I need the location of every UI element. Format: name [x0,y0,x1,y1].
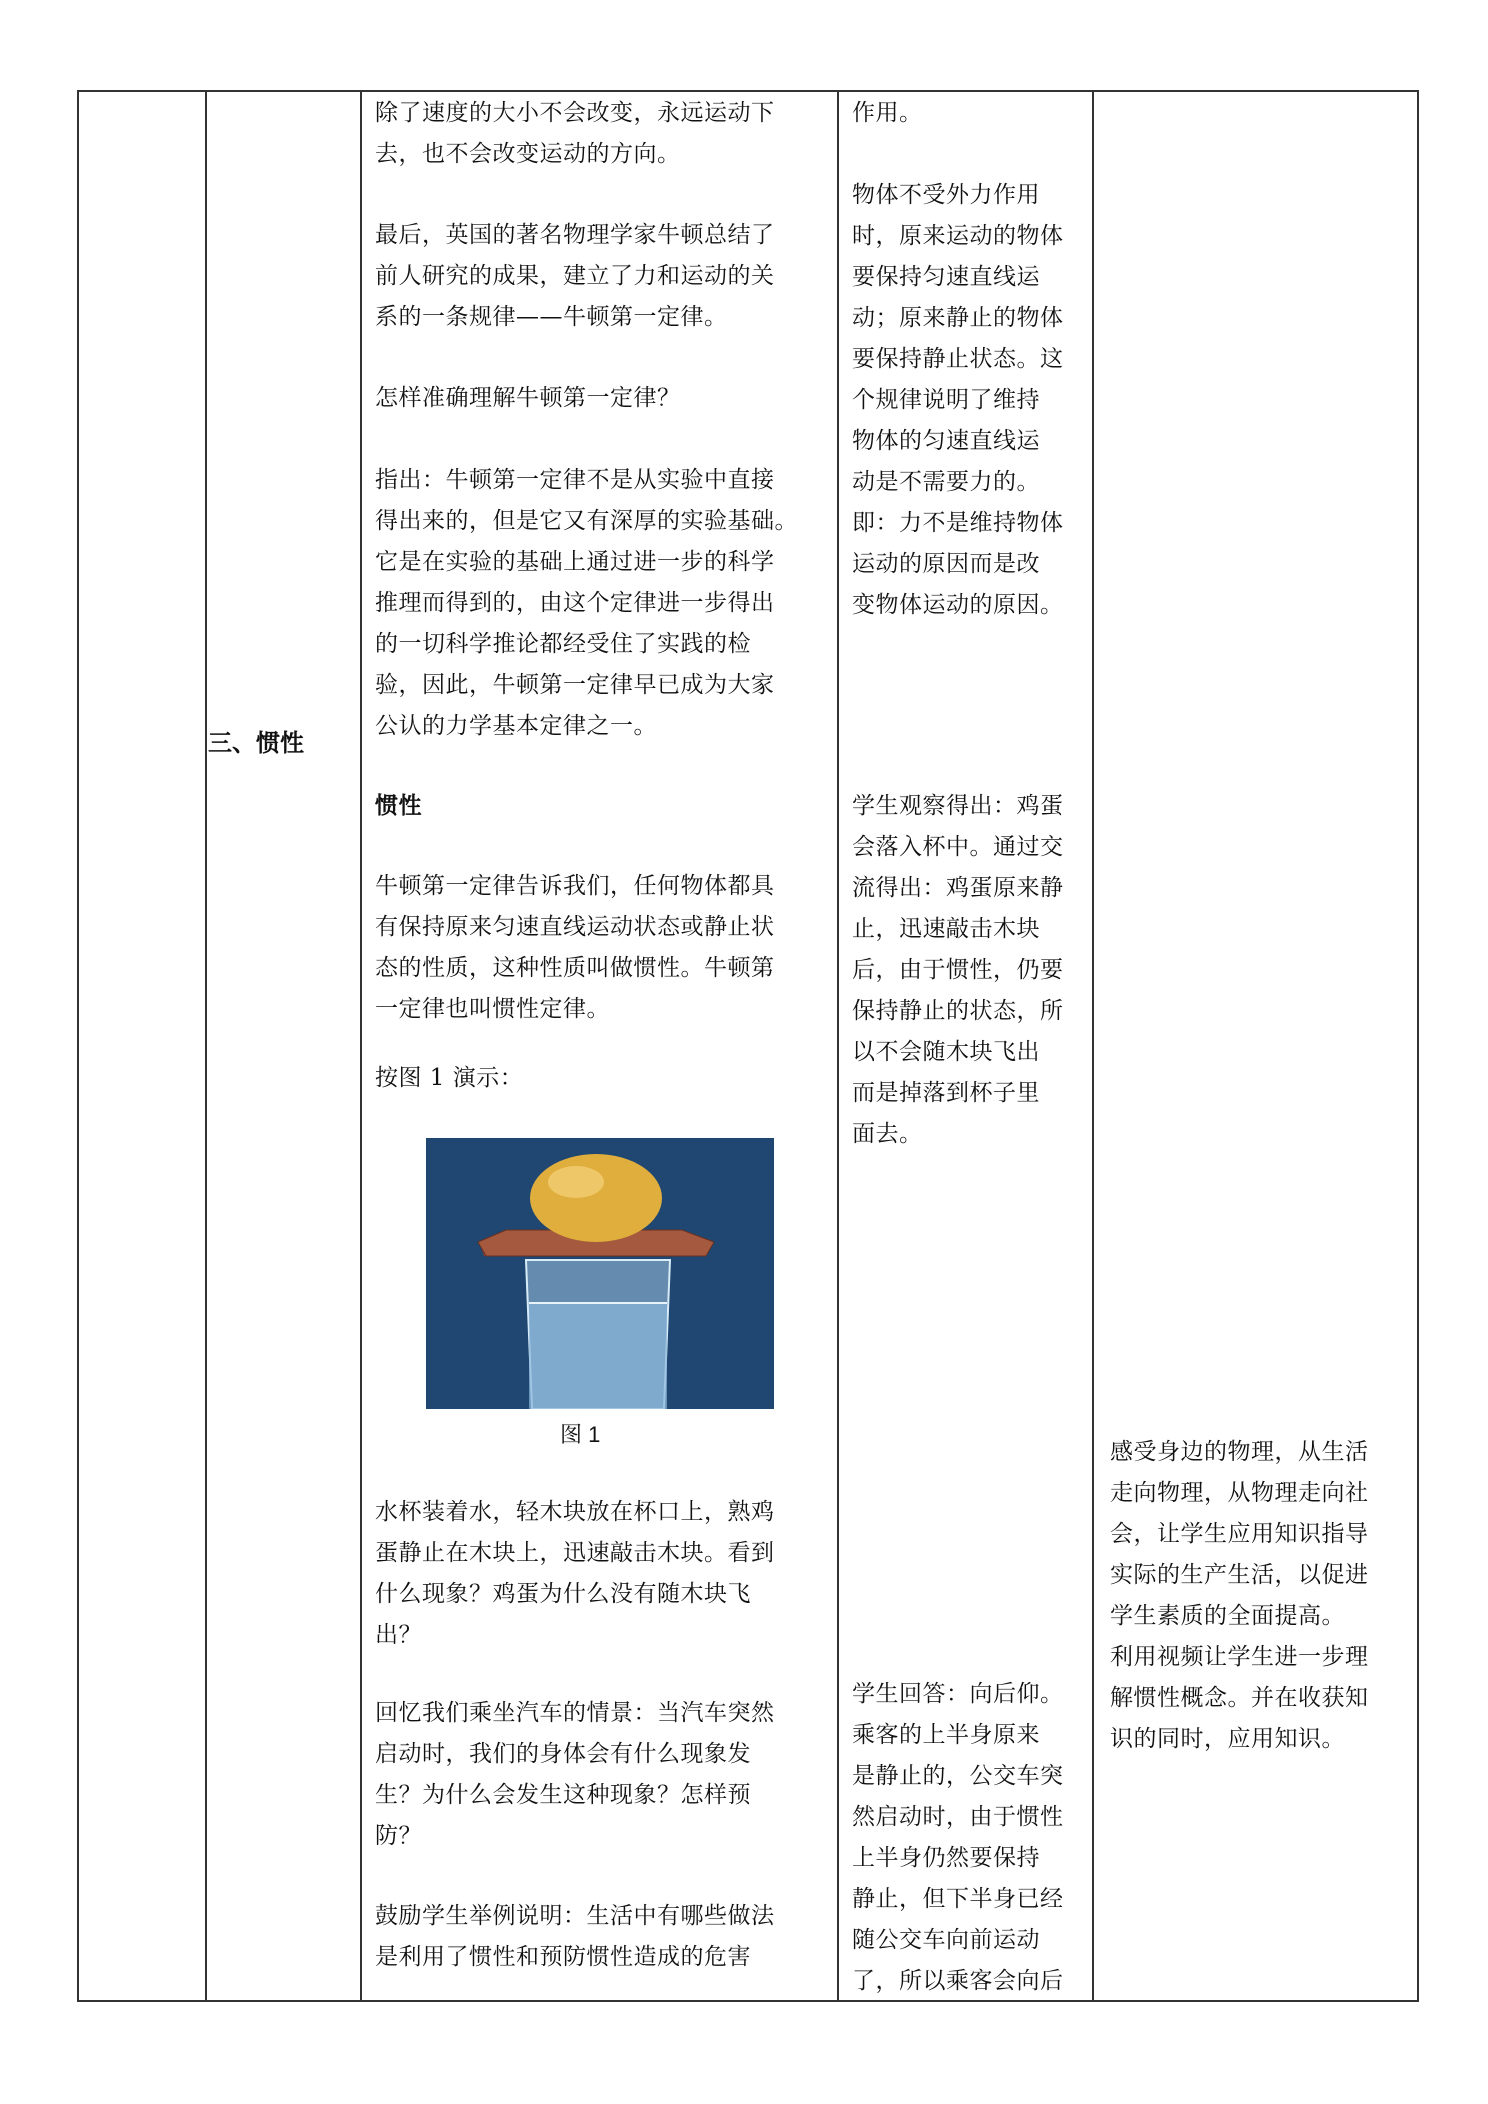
section-title: 三、惯性 [208,729,304,757]
intent-paragraph: 感受身边的物理，从生活 走向物理，从物理走向社 会，让学生应用知识指导 实际的生产生活，以促进 学生素质的全面提高。 利用视频让学生进一步理 解惯性概念。并在收获知 识的同时，应用知识。 [1110,1439,1369,1752]
student-paragraph: 物体不受外力作用 时，原来运动的物体 要保持匀速直线运 动；原来静止的物体 要保持静止状态。这 个规律说明了维持 物体的匀速直线运 动是不需要力的。 即：力不是维持物体 运动的原因而是改 变物体运动的原因。 [852,182,1064,618]
student-paragraph: 作用。 [852,100,923,126]
column-divider [837,92,839,2000]
teacher-paragraph: 除了速度的大小不会改变，永远运动下 去，也不会改变运动的方向。 [375,100,775,167]
student-paragraph: 学生回答：向后仰。 乘客的上半身原来 是静止的，公交车突 然启动时，由于惯性 上半身仍然要保持 静止，但下半身已经 随公交车向前运动 了，所以乘客会向后 [852,1681,1064,1994]
teacher-paragraph: 最后，英国的著名物理学家牛顿总结了 前人研究的成果，建立了力和运动的关 系的一条规律——牛顿第一定律。 [375,222,775,330]
teacher-heading: 惯性 [375,793,422,819]
teacher-paragraph: 按图 1 演示： [375,1065,524,1091]
teacher-paragraph: 牛顿第一定律告诉我们，任何物体都具 有保持原来匀速直线运动状态或静止状 态的性质，这种性质叫做惯性。牛顿第 一定律也叫惯性定律。 [375,873,775,1022]
column-divider [360,92,362,2000]
teacher-question: 怎样准确理解牛顿第一定律？ [375,385,681,411]
egg [530,1154,662,1242]
teacher-paragraph: 指出：牛顿第一定律不是从实验中直接 得出来的，但是它又有深厚的实验基础。 它是在实验的基础上通过进一步的科学 推理而得到的，由这个定律进一步得出 的一切科学推论都经受住了实践的检 验，因此，牛顿第一定律早已成为大家 公认的力学基本定律之一。 [375,467,798,739]
figure-caption: 图 1 [560,1422,601,1447]
teacher-paragraph: 回忆我们乘坐汽车的情景：当汽车突然 启动时，我们的身体会有什么现象发 生？为什么会发生这种现象？怎样预 防？ [375,1700,775,1849]
teacher-paragraph: 鼓励学生举例说明：生活中有哪些做法 是利用了惯性和预防惯性造成的危害 [375,1903,775,1970]
water [529,1303,667,1409]
teacher-paragraph: 水杯装着水，轻木块放在杯口上，熟鸡 蛋静止在木块上，迅速敲击木块。看到 什么现象？鸡蛋为什么没有随木块飞 出？ [375,1499,775,1648]
column-divider [1092,92,1094,2000]
figure-egg-experiment [426,1138,774,1409]
column-divider [205,92,207,2000]
student-paragraph: 学生观察得出：鸡蛋 会落入杯中。通过交 流得出：鸡蛋原来静 止，迅速敲击木块 后，由于惯性，仍要 保持静止的状态，所 以不会随木块飞出 而是掉落到杯子里 面去。 [852,793,1064,1147]
